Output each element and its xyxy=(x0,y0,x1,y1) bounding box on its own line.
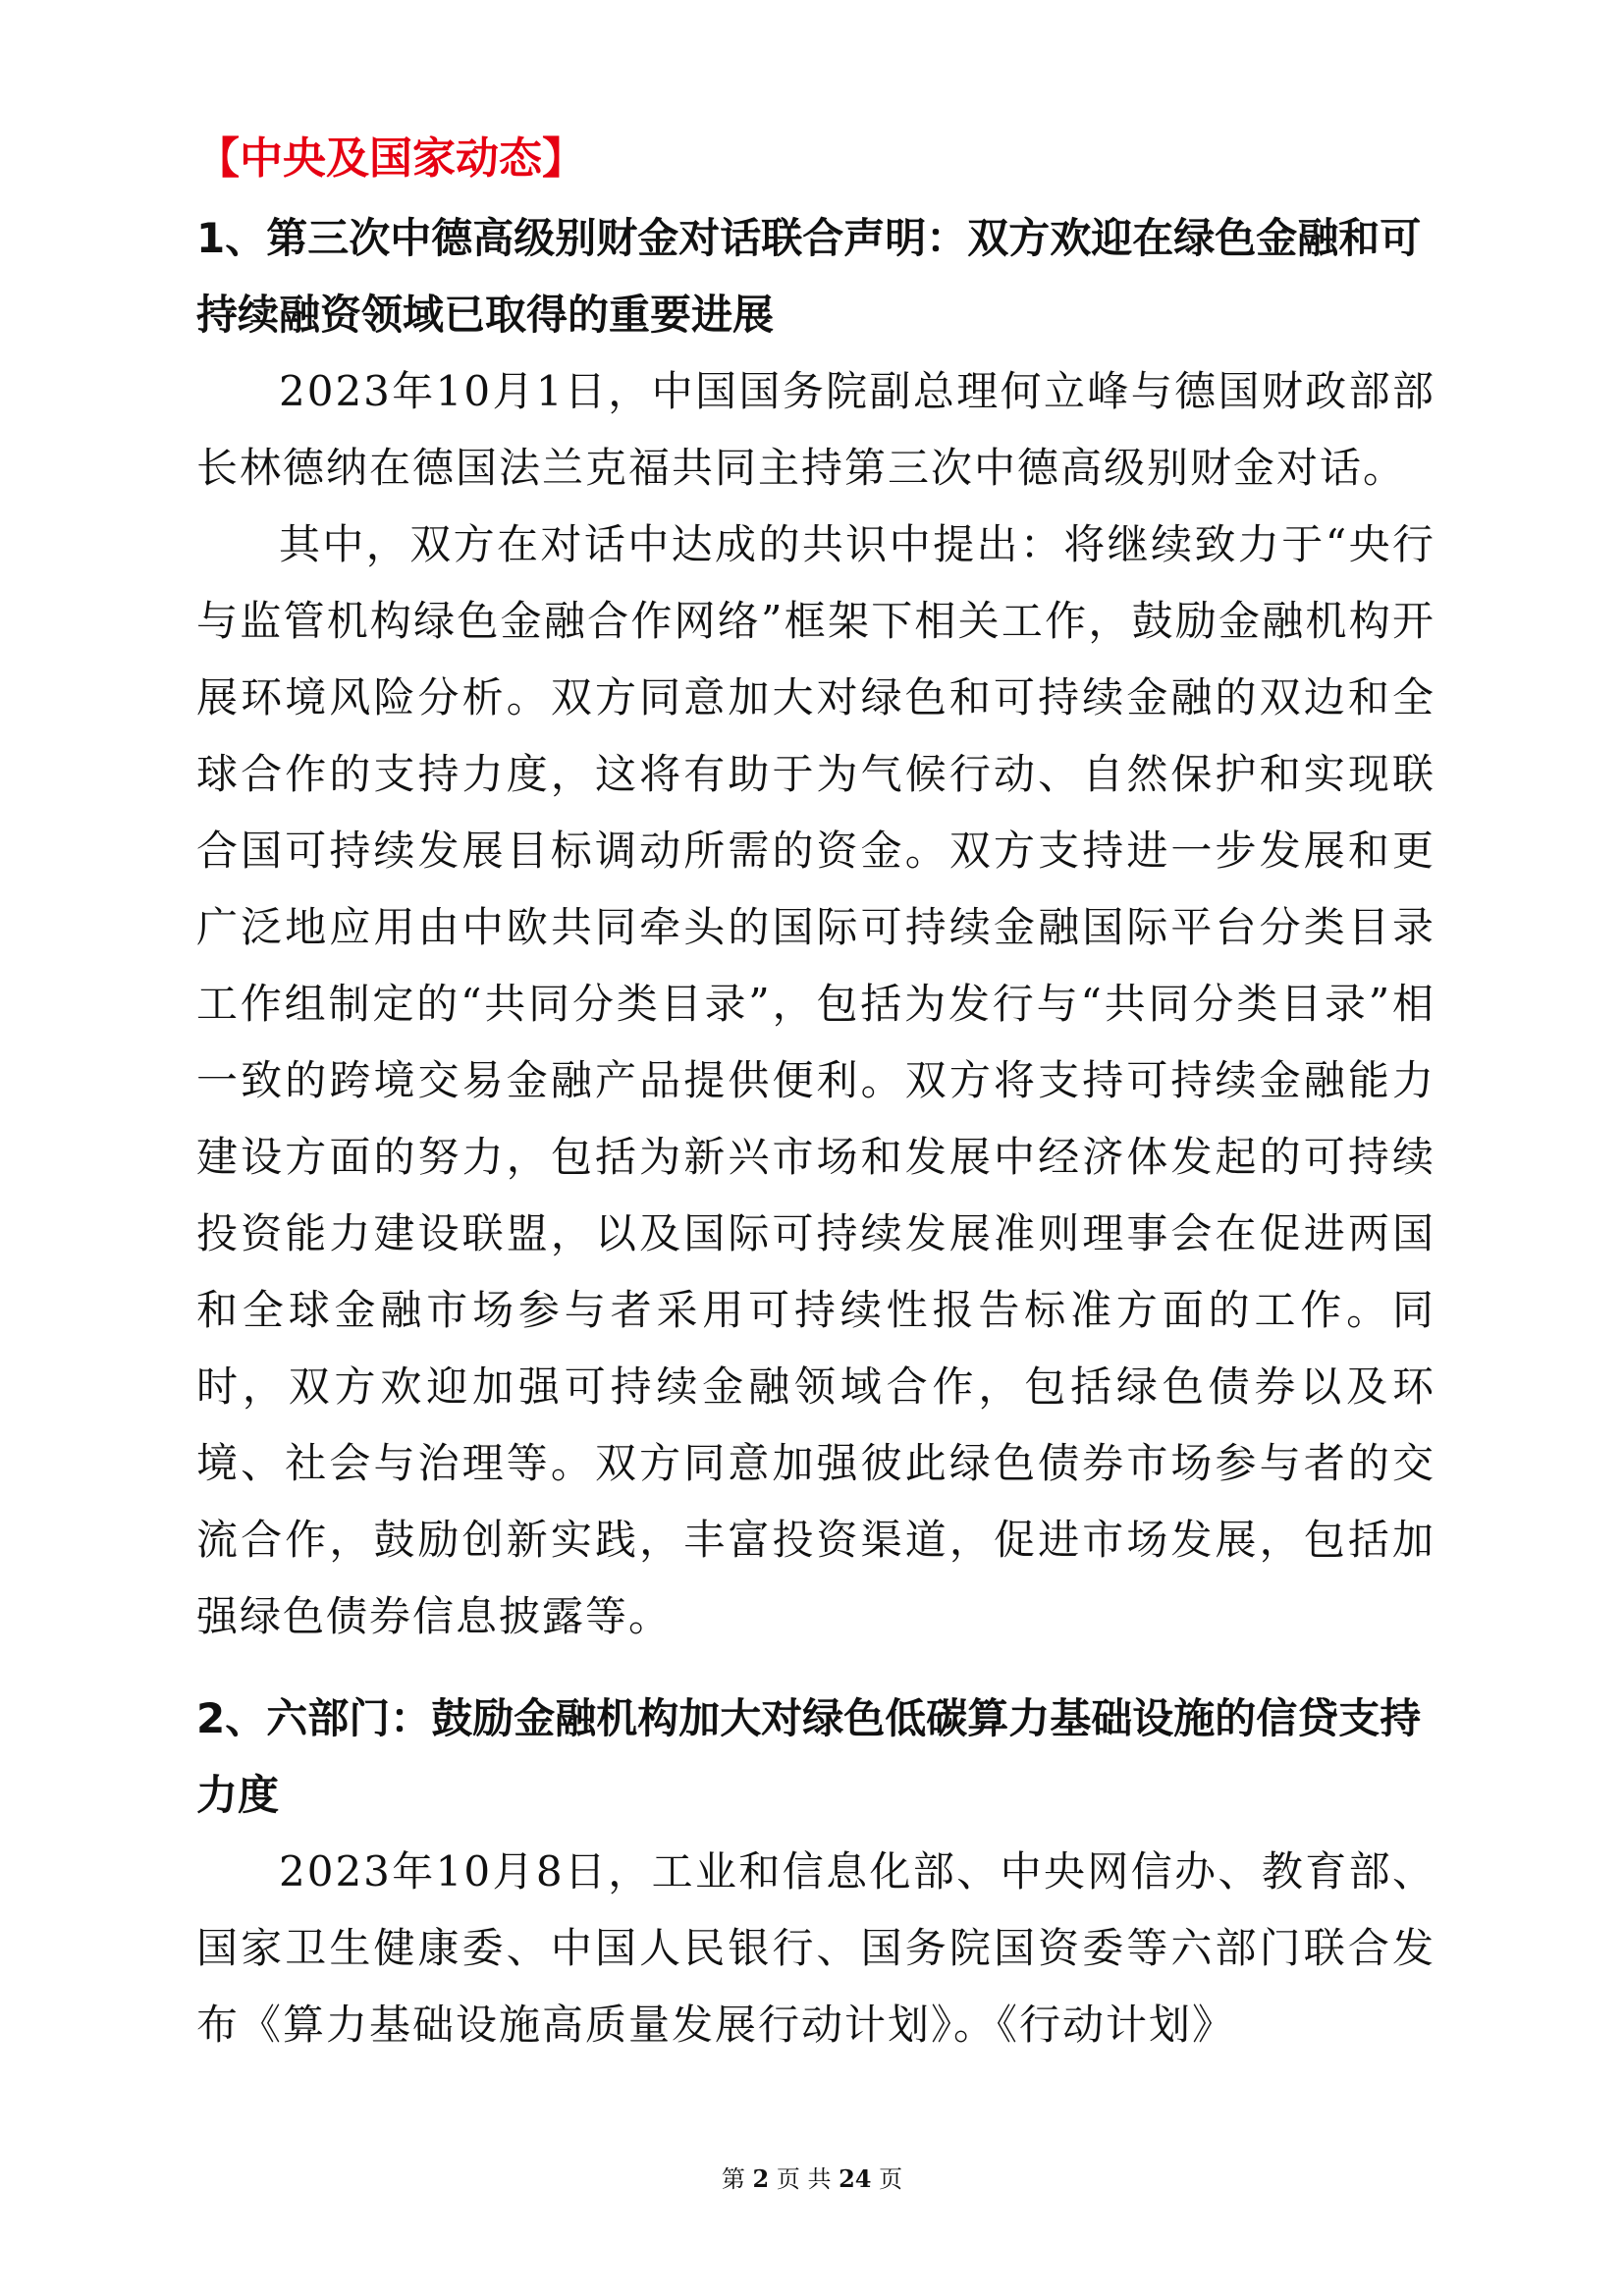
section-label: 【中央及国家动态】 xyxy=(196,133,585,184)
footer-prefix: 第 xyxy=(721,2165,745,2193)
footer-suffix: 页 xyxy=(879,2165,903,2193)
article-paragraph: 2023年10月1日，中国国务院副总理何立峰与德国财政部部长林德纳在德国法兰克福共同主持第三次中德高级别财金对话。 xyxy=(196,367,1435,492)
document-page xyxy=(196,126,1435,2063)
article-heading: 2、六部门：鼓励金融机构加大对绿色低碳算力基础设施的信贷支持力度 xyxy=(196,1694,1422,1819)
page-footer xyxy=(0,2160,1624,2194)
footer-total-pages: 24 xyxy=(839,2164,872,2193)
footer-middle: 页 共 xyxy=(776,2165,832,2193)
article-1 xyxy=(196,200,1435,1655)
article-heading: 1、第三次中德高级别财金对话联合声明：双方欢迎在绿色金融和可持续融资领域已取得的重要进展 xyxy=(196,214,1422,339)
article-paragraph: 2023年10月8日，工业和信息化部、中央网信办、教育部、国家卫生健康委、中国人民银行、国务院国资委等六部门联合发布《算力基础设施高质量发展行动计划》。《行动计划》 xyxy=(196,1847,1435,2049)
footer-current-page: 2 xyxy=(752,2164,770,2193)
article-2 xyxy=(196,1681,1435,2063)
spacer xyxy=(196,1655,1435,1681)
article-paragraph: 其中，双方在对话中达成的共识中提出：将继续致力于“央行与监管机构绿色金融合作网络”框架下相关工作，鼓励金融机构开展环境风险分析。双方同意加大对绿色和可持续金融的双边和全球合作的支持力度，这将有助于为气候行动、自然保护和实现联合国可持续发展目标调动所需的资金。双方支持进一步发展和更广泛地应用由中欧共同牵头的国际可持续金融国际平台分类目录工作组制定的“共同分类目录”，包括为发行与“共同分类目录”相一致的跨境交易金融产品提供便利。双方将支持可持续金融能力建设方面的努力，包括为新兴市场和发展中经济体发起的可持续投资能力建设联盟，以及国际可持续发展准则理事会在促进两国和全球金融市场参与者采用可持续性报告标准方面的工作。同时，双方欢迎加强可持续金融领域合作，包括绿色债券以及环境、社会与治理等。双方同意加强彼此绿色债券市场参与者的交流合作，鼓励创新实践，丰富投资渠道，促进市场发展，包括加强绿色债券信息披露等。 xyxy=(196,520,1435,1640)
